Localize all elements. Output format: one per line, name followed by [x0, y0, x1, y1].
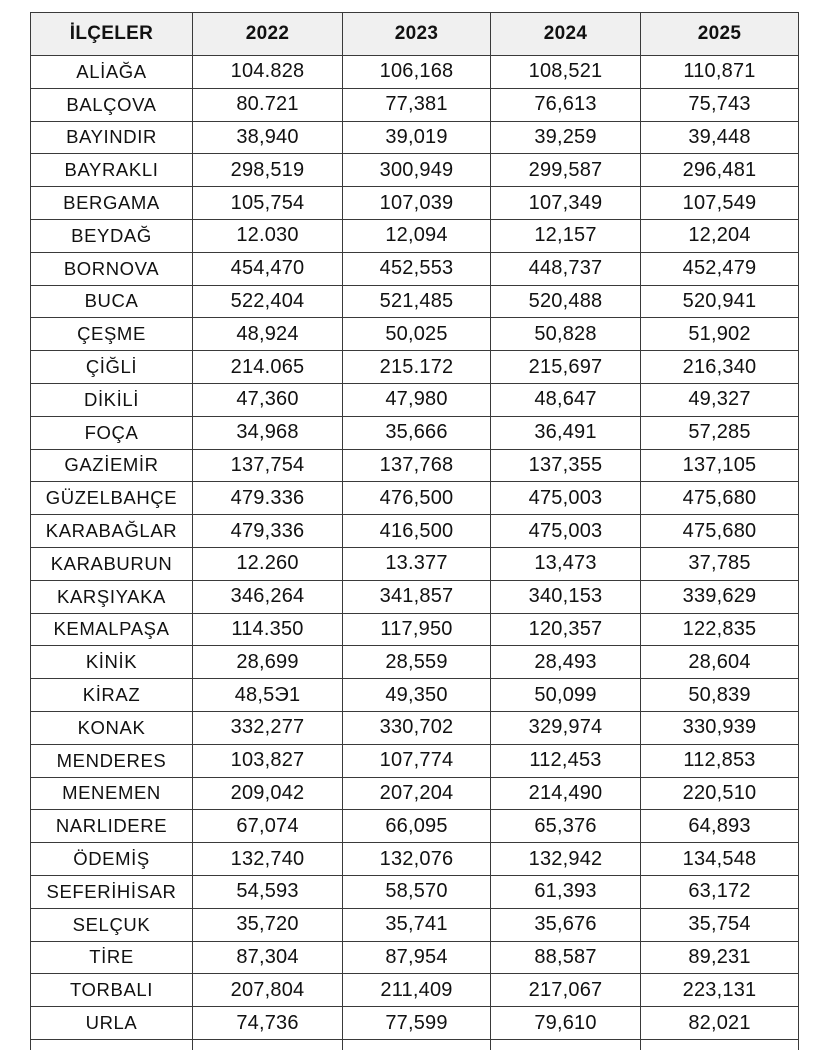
table-row — [31, 875, 799, 908]
value-2022: 105,754 — [193, 187, 343, 220]
value-2022: 103,827 — [193, 744, 343, 777]
value-2024: 520,488 — [491, 285, 641, 318]
district-name: TORBALI — [31, 974, 193, 1007]
value-2022: 87,304 — [193, 941, 343, 974]
district-name: SELÇUK — [31, 908, 193, 941]
empty-cell — [641, 1039, 799, 1050]
value-2022: 479,336 — [193, 515, 343, 548]
district-name: SEFERİHİSAR — [31, 875, 193, 908]
district-name: KONAK — [31, 711, 193, 744]
value-2024: 217,067 — [491, 974, 641, 1007]
value-2025: 216,340 — [641, 351, 799, 384]
header-district: İLÇELER — [31, 13, 193, 56]
header-year-2023: 2023 — [343, 13, 491, 56]
value-2025: 35,754 — [641, 908, 799, 941]
table-row — [31, 482, 799, 515]
table-row — [31, 974, 799, 1007]
value-2025: 122,835 — [641, 613, 799, 646]
value-2022: 54,593 — [193, 875, 343, 908]
table-row — [31, 121, 799, 154]
district-name: MENDERES — [31, 744, 193, 777]
district-name: BORNOVA — [31, 252, 193, 285]
table-row — [31, 580, 799, 613]
value-2024: 61,393 — [491, 875, 641, 908]
value-2025: 110,871 — [641, 56, 799, 89]
value-2025: 107,549 — [641, 187, 799, 220]
value-2024: 50,099 — [491, 679, 641, 712]
value-2025: 220,510 — [641, 777, 799, 810]
population-table-page — [30, 12, 798, 1050]
value-2022: 298,519 — [193, 154, 343, 187]
table-row — [31, 843, 799, 876]
value-2022: 454,470 — [193, 252, 343, 285]
value-2025: 49,327 — [641, 383, 799, 416]
value-2024: 39,259 — [491, 121, 641, 154]
value-2024: 137,355 — [491, 449, 641, 482]
table-row — [31, 252, 799, 285]
value-2025: 50,839 — [641, 679, 799, 712]
header-row — [31, 13, 799, 56]
table-body — [31, 56, 799, 1050]
value-2023: 106,168 — [343, 56, 491, 89]
value-2022: 332,277 — [193, 711, 343, 744]
header-year-2022: 2022 — [193, 13, 343, 56]
value-2022: 209,042 — [193, 777, 343, 810]
table-row — [31, 88, 799, 121]
value-2024: 48,647 — [491, 383, 641, 416]
table-row — [31, 547, 799, 580]
district-name: KARABAĞLAR — [31, 515, 193, 548]
empty-cell — [193, 1039, 343, 1050]
table-row — [31, 711, 799, 744]
table-row — [31, 777, 799, 810]
value-2022: 12.030 — [193, 219, 343, 252]
table-row — [31, 154, 799, 187]
district-name: TİRE — [31, 941, 193, 974]
value-2024: 120,357 — [491, 613, 641, 646]
value-2024: 65,376 — [491, 810, 641, 843]
value-2023: 476,500 — [343, 482, 491, 515]
value-2023: 107,039 — [343, 187, 491, 220]
value-2023: 77,599 — [343, 1007, 491, 1040]
value-2022: 479.336 — [193, 482, 343, 515]
table-row — [31, 908, 799, 941]
value-2024: 79,610 — [491, 1007, 641, 1040]
value-2023: 416,500 — [343, 515, 491, 548]
district-name: ÖDEMİŞ — [31, 843, 193, 876]
district-name: ALİAĞA — [31, 56, 193, 89]
value-2023: 207,204 — [343, 777, 491, 810]
value-2024: 448,737 — [491, 252, 641, 285]
value-2025: 64,893 — [641, 810, 799, 843]
value-2025: 296,481 — [641, 154, 799, 187]
value-2022: 104.828 — [193, 56, 343, 89]
value-2024: 108,521 — [491, 56, 641, 89]
value-2023: 521,485 — [343, 285, 491, 318]
district-name: BAYRAKLI — [31, 154, 193, 187]
header-year-2024: 2024 — [491, 13, 641, 56]
district-population-table — [30, 12, 799, 1050]
table-row — [31, 646, 799, 679]
value-2023: 341,857 — [343, 580, 491, 613]
district-name: ÇEŞME — [31, 318, 193, 351]
table-row — [31, 449, 799, 482]
empty-cell — [491, 1039, 641, 1050]
value-2023: 452,553 — [343, 252, 491, 285]
table-row — [31, 219, 799, 252]
value-2025: 134,548 — [641, 843, 799, 876]
value-2024: 132,942 — [491, 843, 641, 876]
value-2025: 12,204 — [641, 219, 799, 252]
district-name: NARLIDERE — [31, 810, 193, 843]
value-2022: 80.721 — [193, 88, 343, 121]
district-name: KARABURUN — [31, 547, 193, 580]
value-2023: 35,741 — [343, 908, 491, 941]
table-row — [31, 613, 799, 646]
table-row — [31, 285, 799, 318]
value-2025: 75,743 — [641, 88, 799, 121]
value-2022: 34,968 — [193, 416, 343, 449]
district-name: GÜZELBAHÇE — [31, 482, 193, 515]
district-name: KARŞIYAKA — [31, 580, 193, 613]
value-2023: 107,774 — [343, 744, 491, 777]
district-name: BEYDAĞ — [31, 219, 193, 252]
table-row — [31, 318, 799, 351]
value-2022: 38,940 — [193, 121, 343, 154]
empty-cell — [31, 1039, 193, 1050]
value-2023: 330,702 — [343, 711, 491, 744]
table-row — [31, 810, 799, 843]
table-row — [31, 941, 799, 974]
value-2025: 330,939 — [641, 711, 799, 744]
value-2024: 215,697 — [491, 351, 641, 384]
value-2024: 214,490 — [491, 777, 641, 810]
district-name: URLA — [31, 1007, 193, 1040]
table-row — [31, 187, 799, 220]
value-2023: 117,950 — [343, 613, 491, 646]
value-2024: 107,349 — [491, 187, 641, 220]
value-2023: 35,666 — [343, 416, 491, 449]
value-2022: 74,736 — [193, 1007, 343, 1040]
value-2024: 340,153 — [491, 580, 641, 613]
value-2023: 215.172 — [343, 351, 491, 384]
value-2024: 36,491 — [491, 416, 641, 449]
value-2025: 37,785 — [641, 547, 799, 580]
value-2023: 39,019 — [343, 121, 491, 154]
value-2023: 87,954 — [343, 941, 491, 974]
district-name: FOÇA — [31, 416, 193, 449]
district-name: KİRAZ — [31, 679, 193, 712]
district-name: BALÇOVA — [31, 88, 193, 121]
value-2023: 300,949 — [343, 154, 491, 187]
value-2025: 112,853 — [641, 744, 799, 777]
table-row — [31, 679, 799, 712]
value-2025: 82,021 — [641, 1007, 799, 1040]
value-2024: 35,676 — [491, 908, 641, 941]
value-2024: 112,453 — [491, 744, 641, 777]
value-2023: 49,350 — [343, 679, 491, 712]
table-row-partial — [31, 1039, 799, 1050]
table-row — [31, 1007, 799, 1040]
table-row — [31, 56, 799, 89]
value-2025: 39,448 — [641, 121, 799, 154]
value-2023: 28,559 — [343, 646, 491, 679]
value-2023: 77,381 — [343, 88, 491, 121]
district-name: GAZİEMİR — [31, 449, 193, 482]
value-2023: 13.377 — [343, 547, 491, 580]
value-2024: 329,974 — [491, 711, 641, 744]
value-2024: 299,587 — [491, 154, 641, 187]
value-2025: 339,629 — [641, 580, 799, 613]
value-2022: 214.065 — [193, 351, 343, 384]
table-row — [31, 383, 799, 416]
value-2022: 137,754 — [193, 449, 343, 482]
value-2022: 48,924 — [193, 318, 343, 351]
district-name: ÇİĞLİ — [31, 351, 193, 384]
value-2023: 47,980 — [343, 383, 491, 416]
header-year-2025: 2025 — [641, 13, 799, 56]
value-2024: 88,587 — [491, 941, 641, 974]
value-2024: 76,613 — [491, 88, 641, 121]
value-2025: 28,604 — [641, 646, 799, 679]
value-2024: 13,473 — [491, 547, 641, 580]
value-2023: 58,570 — [343, 875, 491, 908]
value-2025: 89,231 — [641, 941, 799, 974]
table-row — [31, 416, 799, 449]
value-2025: 452,479 — [641, 252, 799, 285]
value-2025: 223,131 — [641, 974, 799, 1007]
value-2025: 520,941 — [641, 285, 799, 318]
value-2022: 47,360 — [193, 383, 343, 416]
value-2025: 475,680 — [641, 515, 799, 548]
value-2022: 522,404 — [193, 285, 343, 318]
value-2022: 48,5Э1 — [193, 679, 343, 712]
value-2025: 475,680 — [641, 482, 799, 515]
value-2022: 132,740 — [193, 843, 343, 876]
district-name: BUCA — [31, 285, 193, 318]
value-2025: 51,902 — [641, 318, 799, 351]
table-header — [31, 13, 799, 56]
value-2025: 57,285 — [641, 416, 799, 449]
table-row — [31, 744, 799, 777]
value-2022: 114.350 — [193, 613, 343, 646]
value-2022: 207,804 — [193, 974, 343, 1007]
district-name: KEMALPAŞA — [31, 613, 193, 646]
value-2023: 50,025 — [343, 318, 491, 351]
value-2022: 67,074 — [193, 810, 343, 843]
value-2022: 35,720 — [193, 908, 343, 941]
value-2024: 475,003 — [491, 515, 641, 548]
value-2022: 12.260 — [193, 547, 343, 580]
value-2024: 28,493 — [491, 646, 641, 679]
value-2022: 28,699 — [193, 646, 343, 679]
value-2023: 137,768 — [343, 449, 491, 482]
district-name: MENEMEN — [31, 777, 193, 810]
table-row — [31, 515, 799, 548]
value-2024: 12,157 — [491, 219, 641, 252]
table-row — [31, 351, 799, 384]
district-name: BERGAMA — [31, 187, 193, 220]
value-2024: 50,828 — [491, 318, 641, 351]
value-2023: 12,094 — [343, 219, 491, 252]
value-2023: 66,095 — [343, 810, 491, 843]
district-name: KİNİK — [31, 646, 193, 679]
value-2025: 137,105 — [641, 449, 799, 482]
value-2023: 132,076 — [343, 843, 491, 876]
district-name: BAYINDIR — [31, 121, 193, 154]
empty-cell — [343, 1039, 491, 1050]
value-2024: 475,003 — [491, 482, 641, 515]
value-2023: 211,409 — [343, 974, 491, 1007]
value-2025: 63,172 — [641, 875, 799, 908]
district-name: DİKİLİ — [31, 383, 193, 416]
value-2022: 346,264 — [193, 580, 343, 613]
